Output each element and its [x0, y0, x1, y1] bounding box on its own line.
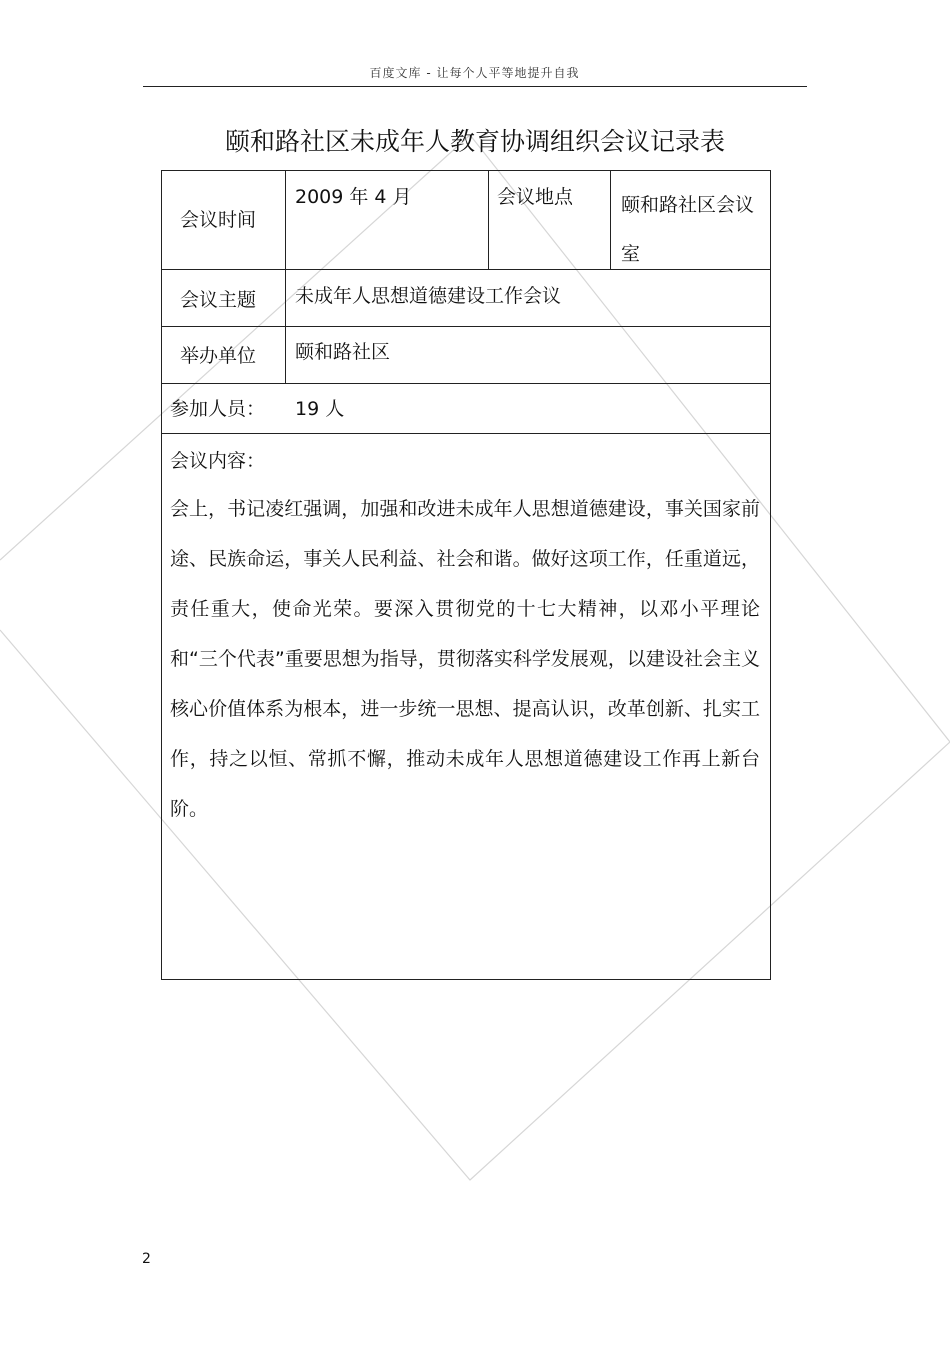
column-divider [488, 171, 489, 269]
document-title: 颐和路社区未成年人教育协调组织会议记录表 [224, 127, 725, 156]
attendees-value: 19 人 [295, 398, 345, 420]
row-divider [162, 433, 770, 434]
meeting-time-value: 2009 年 4 月 [295, 186, 412, 208]
meeting-venue-value: 颐和路社区会议室 [621, 194, 755, 265]
header-divider [143, 86, 807, 87]
page-header: 百度文库 - 让每个人平等地提升自我 [369, 66, 580, 80]
column-divider [610, 171, 611, 269]
row-divider [162, 326, 770, 327]
meeting-content-label: 会议内容： [170, 450, 266, 472]
row-divider [162, 383, 770, 384]
meeting-topic-value: 未成年人思想道德建设工作会议 [295, 285, 562, 307]
meeting-topic-label: 会议主题 [180, 289, 257, 311]
page-number: 2 [142, 1251, 151, 1267]
column-divider [285, 171, 286, 383]
organizer-label: 举办单位 [180, 345, 257, 367]
meeting-time-label: 会议时间 [180, 209, 257, 231]
attendees-label: 参加人员： [170, 398, 266, 420]
organizer-value: 颐和路社区 [295, 341, 391, 363]
meeting-content-body: 会上，书记凌红强调，加强和改进未成年人思想道德建设，事关国家前途、民族命运，事关人民利益、社会和谐。做好这项工作，任重道远，责任重大，使命光荣。要深入贯彻党的十七大精神，以邓小平理论和“三个代表”重要思想为指导，贯彻落实科学发展观，以建设社会主义核心价值体系为根本，进一步统一思想、提高认识，改革创新、扎实工作，持之以恒、常抓不懈，推动未成年人思想道德建设工作再上新台阶。 [170, 498, 760, 820]
meeting-record-form [161, 170, 771, 980]
meeting-venue-label: 会议地点 [497, 186, 574, 208]
